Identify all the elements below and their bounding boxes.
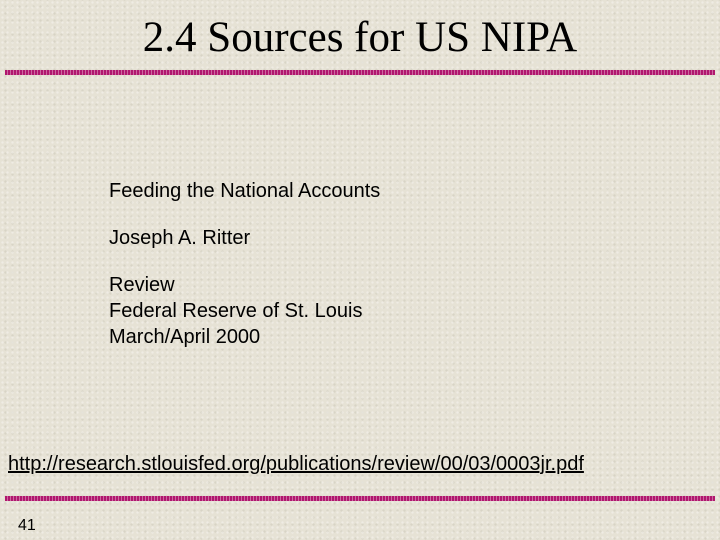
publisher-name: Federal Reserve of St. Louis: [109, 300, 363, 322]
page-number: 41: [18, 517, 36, 534]
reference-paragraph-publication: [109, 272, 380, 350]
article-author: Joseph A. Ritter: [109, 227, 251, 249]
publication-name: Review: [109, 274, 175, 296]
article-title: Feeding the National Accounts: [109, 180, 381, 202]
reference-paragraph-title: [109, 178, 380, 204]
reference-block: [109, 178, 380, 371]
footer-divider: [5, 496, 715, 501]
reference-paragraph-author: [109, 225, 380, 251]
title-divider: [5, 70, 715, 75]
publication-date: March/April 2000: [109, 326, 261, 348]
source-url-link[interactable]: http://research.stlouisfed.org/publications/review/00/03/0003jr.pdf: [8, 453, 584, 475]
slide-title: 2.4 Sources for US NIPA: [142, 14, 578, 61]
